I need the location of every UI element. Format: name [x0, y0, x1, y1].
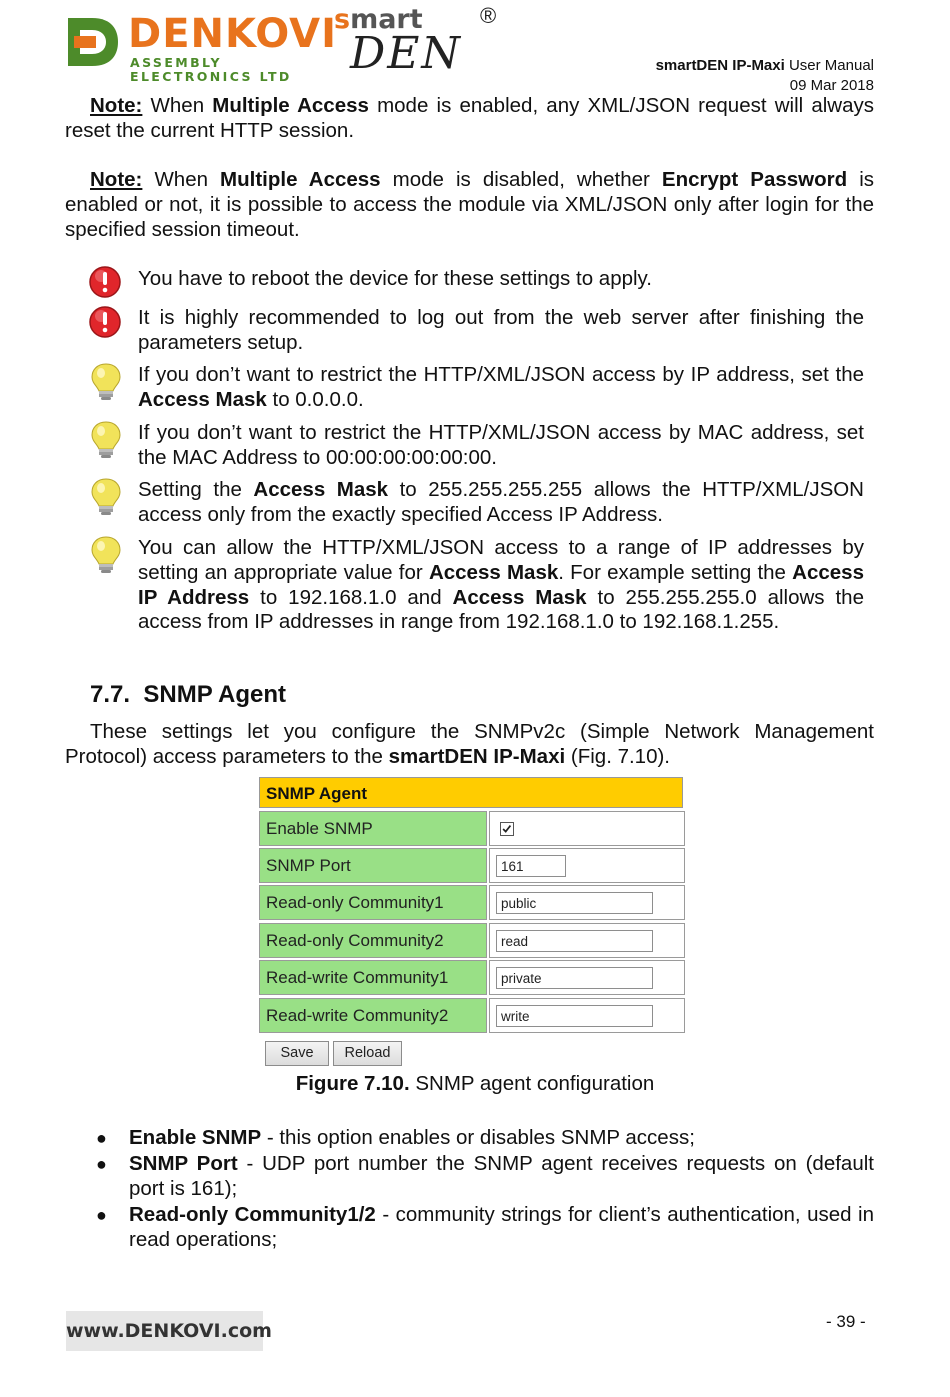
checkmark-icon	[501, 823, 513, 835]
snmp-port-cell	[489, 848, 685, 883]
tip-text: If you don’t want to restrict the HTTP/XML/JSON access by MAC address, set the MAC Address to 00:00:00:00:00:00.	[138, 421, 864, 469]
bullet-dot-icon: ●	[96, 1154, 107, 1174]
figure-caption: Figure 7.10. SNMP agent configuration	[295, 1072, 655, 1095]
warning-icon	[88, 304, 124, 344]
rw-community1-cell	[489, 960, 685, 995]
form-header: SNMP Agent	[259, 777, 683, 808]
bullet-dot-icon: ●	[96, 1128, 107, 1148]
denkovi-logo	[66, 10, 337, 84]
enable-snmp-label: Enable SNMP	[259, 811, 487, 846]
snmp-port-row	[259, 848, 685, 883]
logo-wordmark: DENKOVI	[128, 11, 337, 57]
enable-snmp-row	[259, 811, 685, 846]
warning-icon	[88, 264, 124, 304]
section-intro: These settings let you configure the SNMPv2c (Simple Network Management Protocol) access parameters to the smartDEN IP-Maxi (Fig. 7.10).	[65, 720, 874, 768]
bullet-dot-icon: ●	[96, 1205, 107, 1225]
snmp-port-label: SNMP Port	[259, 848, 487, 883]
smartden-den-text: DEN	[350, 28, 462, 79]
page-number: - 39 -	[826, 1312, 866, 1331]
warning-text: It is highly recommended to log out from the web server after finishing the parameters setup.	[138, 306, 864, 354]
enable-snmp-cell	[489, 811, 685, 846]
logo-tagline: ASSEMBLY ELECTRONICS LTD	[130, 55, 292, 84]
ro-community2-cell	[489, 923, 685, 958]
note-multiple-access-enabled: Note: When Multiple Access mode is enabled, any XML/JSON request will always reset the current HTTP session.	[65, 94, 874, 142]
rw-community1-row	[259, 960, 685, 995]
note-multiple-access-disabled: Note: When Multiple Access mode is disabled, whether Encrypt Password is enabled or not, it is possible to access the module via XML/JSON only after login for the specified session timeout.	[65, 168, 874, 241]
tip-text: You can allow the HTTP/XML/JSON access to a range of IP addresses by setting an appropriate value for Access Mask. For example setting the Access IP Address to 192.168.1.0 and Access Mask to 255.255.255.0 allows the access from IP addresses in range from 192.168.1.0 to 192.168.1.255.	[138, 536, 864, 634]
ro-community2-label: Read-only Community2	[259, 923, 487, 958]
ro-community2-row	[259, 923, 685, 958]
bullet-text: Enable SNMP - this option enables or disables SNMP access;	[129, 1126, 695, 1149]
lightbulb-icon	[88, 362, 124, 402]
save-button[interactable]: Save	[265, 1041, 329, 1066]
ro-community1-label: Read-only Community1	[259, 885, 487, 920]
warning-text: You have to reboot the device for these settings to apply.	[138, 267, 652, 290]
tip-text: If you don’t want to restrict the HTTP/XML/JSON access by IP address, set the Access Mask to 0.0.0.0.	[138, 363, 864, 411]
ro-community1-cell	[489, 885, 685, 920]
document-title: smartDEN IP-Maxi User Manual	[655, 57, 874, 74]
enable-snmp-checkbox[interactable]	[500, 822, 514, 836]
tip-text: Setting the Access Mask to 255.255.255.255 allows the HTTP/XML/JSON access only from the exactly specified Access IP Address.	[138, 478, 864, 526]
footer-website: www.DENKOVI.com	[66, 1311, 263, 1351]
ro-community2-input[interactable]	[496, 930, 653, 952]
rw-community2-row	[259, 998, 685, 1033]
lightbulb-icon	[88, 420, 124, 460]
rw-community2-cell	[489, 998, 685, 1033]
lightbulb-icon	[88, 477, 124, 517]
registered-mark: ®	[480, 3, 497, 28]
snmp-port-input[interactable]	[496, 855, 566, 877]
reload-button[interactable]: Reload	[333, 1041, 402, 1066]
ro-community1-row	[259, 885, 685, 920]
bullet-text: SNMP Port - UDP port number the SNMP agent receives requests on (default port is 161);	[129, 1152, 874, 1200]
rw-community2-label: Read-write Community2	[259, 998, 487, 1033]
smartden-smart-text: smart	[334, 4, 423, 35]
document-date: 09 Mar 2018	[789, 77, 874, 94]
rw-community2-input[interactable]	[496, 1005, 653, 1027]
rw-community1-input[interactable]	[496, 967, 653, 989]
smartden-logo	[334, 3, 506, 79]
denkovi-d-logo-icon	[66, 14, 120, 70]
bullet-text: Read-only Community1/2 - community strings for client’s authentication, used in read operations;	[129, 1203, 874, 1251]
ro-community1-input[interactable]	[496, 892, 653, 914]
section-heading: 7.7. SNMP Agent	[90, 681, 287, 708]
lightbulb-icon	[88, 535, 124, 575]
rw-community1-label: Read-write Community1	[259, 960, 487, 995]
